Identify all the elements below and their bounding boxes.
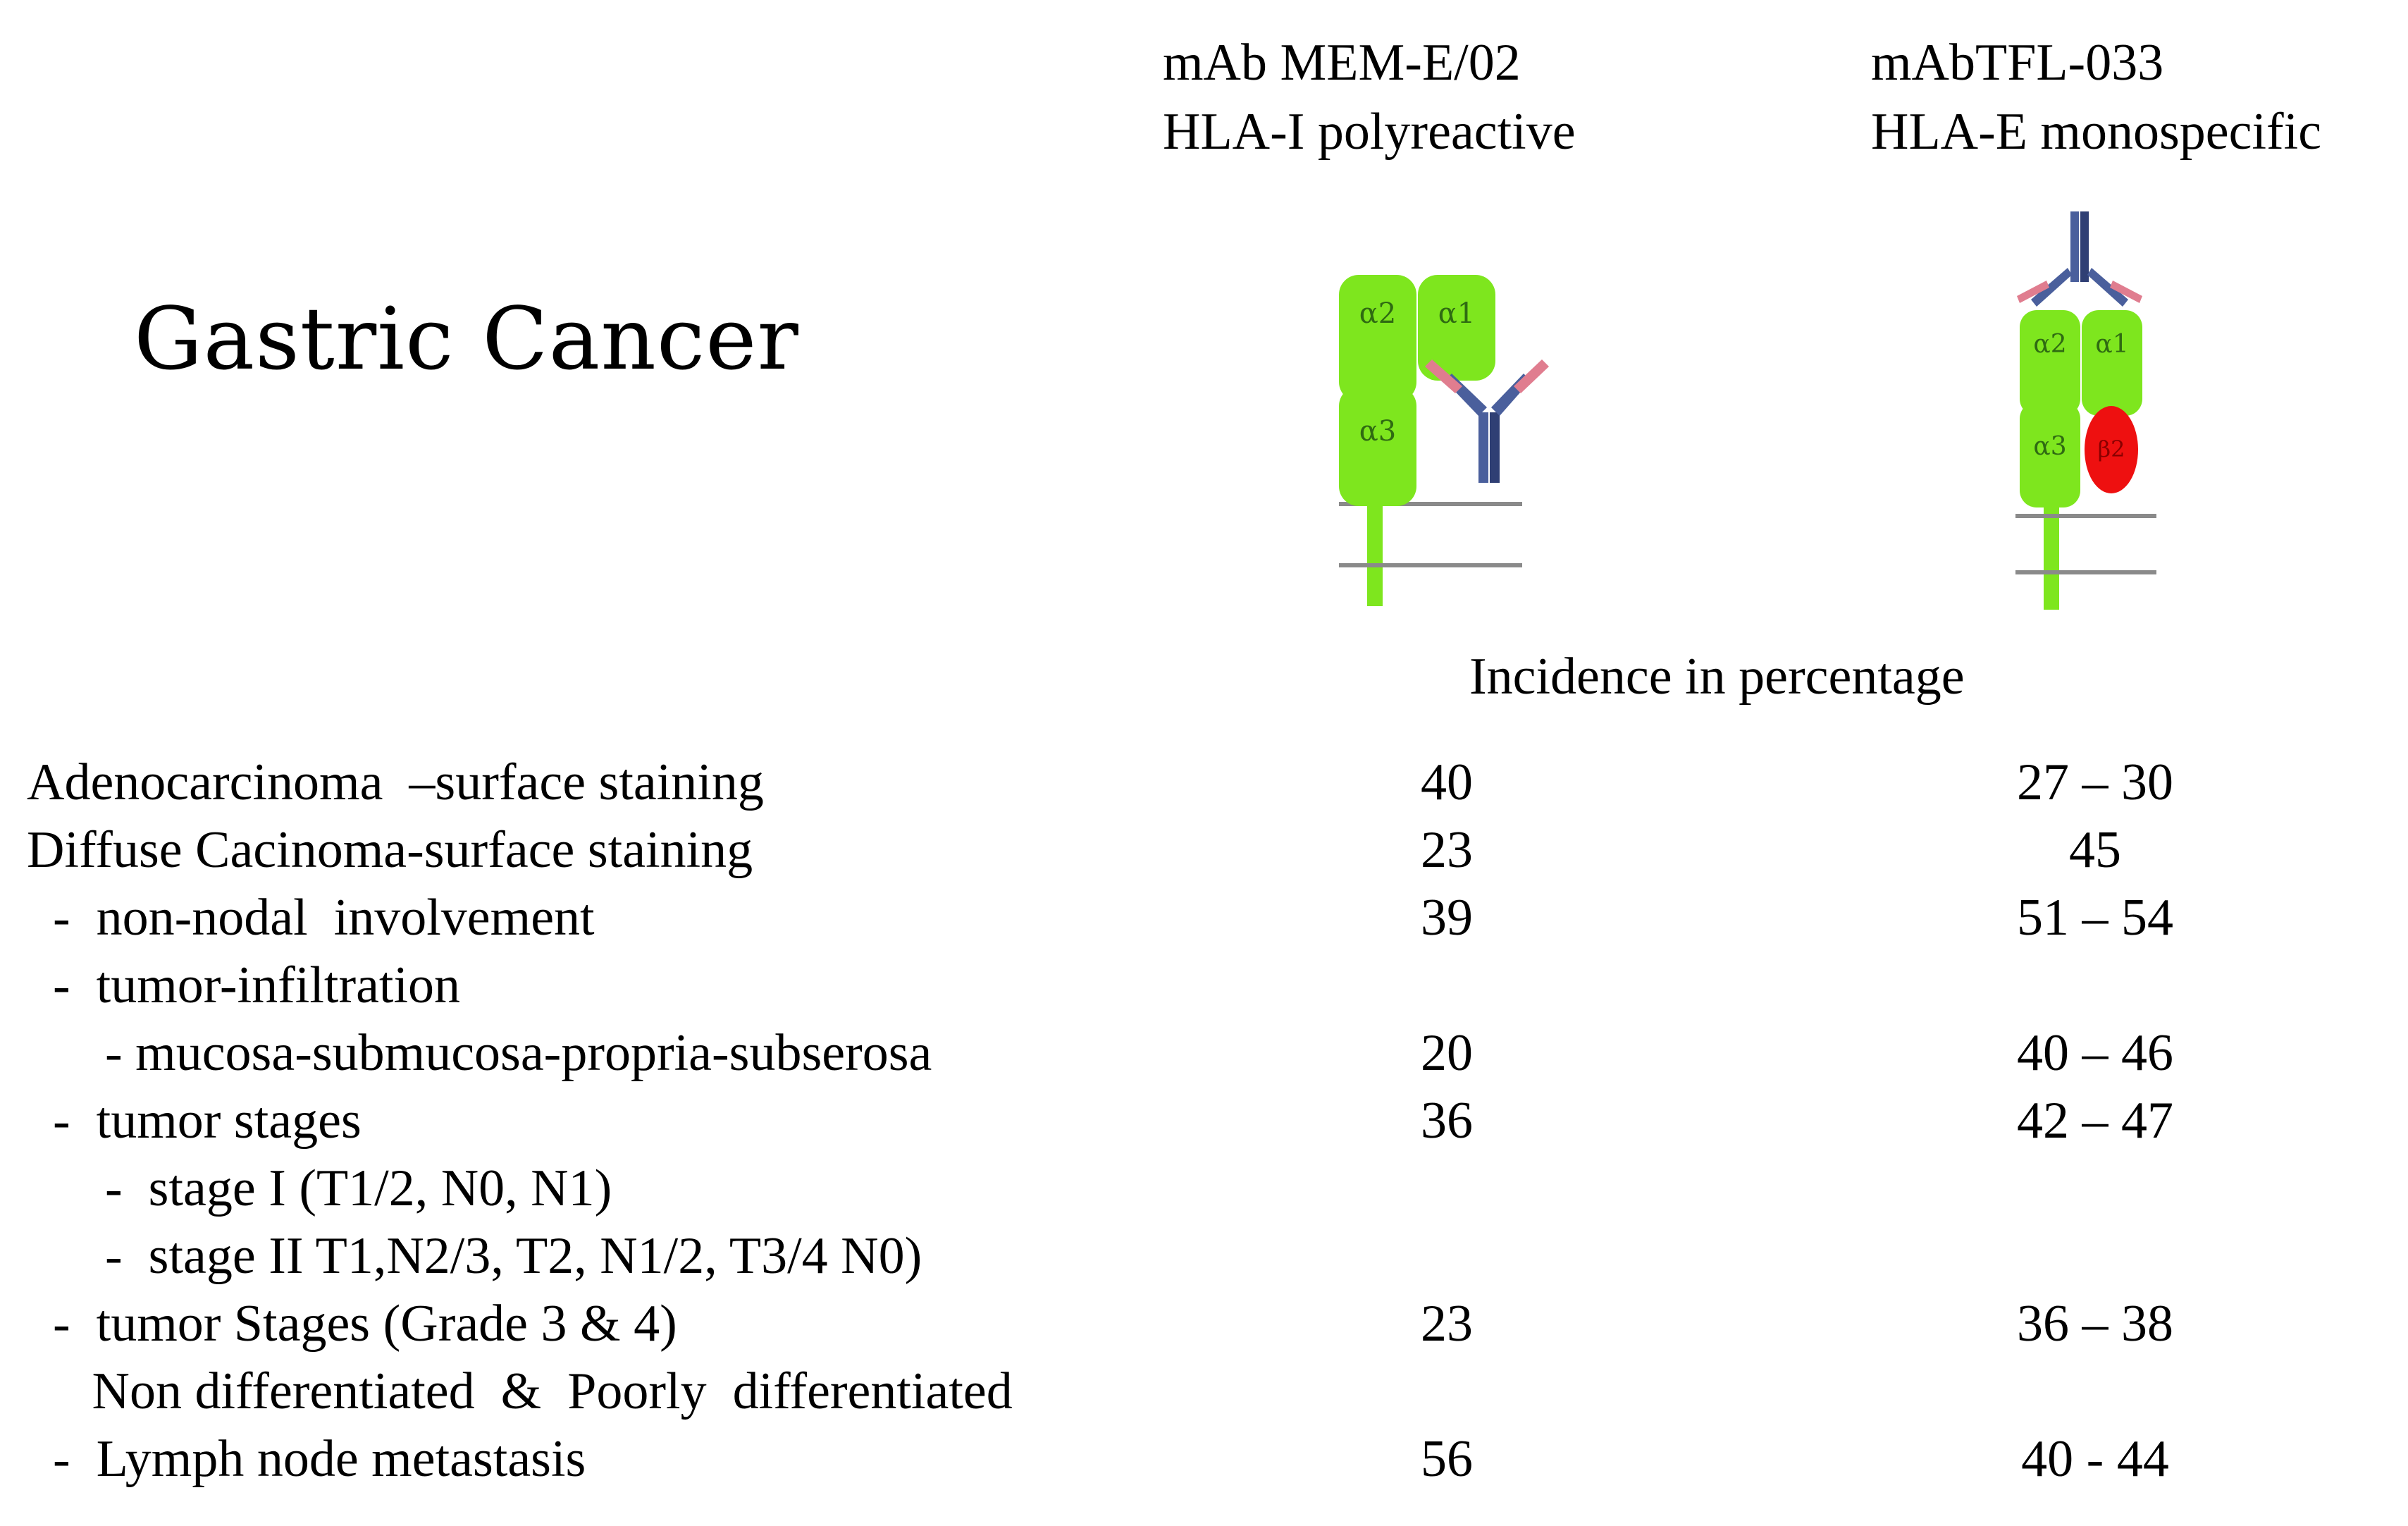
row-label: Adenocarcinoma –surface staining bbox=[27, 753, 764, 811]
alpha3-label: α3 bbox=[1359, 415, 1397, 448]
row-label: - tumor stages bbox=[27, 1092, 362, 1150]
page-title: Gastric Cancer bbox=[134, 289, 799, 389]
tfl033-value: 27 – 30 bbox=[2017, 753, 2173, 811]
row-label: Non differentiated & Poorly differentiated bbox=[27, 1362, 1013, 1420]
alpha1-label: α1 bbox=[2095, 330, 2129, 359]
antibody-icon bbox=[1425, 359, 1549, 483]
tfl033-value: 45 bbox=[2069, 821, 2121, 879]
row-label: - stage II T1,N2/3, T2, N1/2, T3/4 N0) bbox=[27, 1227, 922, 1285]
hla-i-polyreactive-diagram bbox=[1339, 261, 1593, 613]
column-header-line2: HLA-E monospecific bbox=[1871, 103, 2322, 161]
alpha1-domain bbox=[2082, 310, 2142, 416]
antibody-icon bbox=[2017, 211, 2142, 307]
alpha3-label: α3 bbox=[2033, 432, 2067, 461]
incidence-header: Incidence in percentage bbox=[1469, 648, 1965, 706]
table-row bbox=[27, 1358, 2352, 1425]
hla-e-monospecific-diagram bbox=[2015, 204, 2269, 613]
mem-e02-value: 36 bbox=[1421, 1092, 1473, 1150]
alpha2-label: α2 bbox=[2033, 330, 2067, 359]
table-row bbox=[27, 952, 2352, 1019]
table-row bbox=[27, 1222, 2352, 1290]
tfl033-value: 36 – 38 bbox=[2017, 1295, 2173, 1353]
beta2-label: β2 bbox=[2097, 436, 2125, 462]
row-label: - Lymph node metastasis bbox=[27, 1430, 586, 1488]
column-header-line1: mAb MEM-E/02 bbox=[1163, 34, 1521, 92]
alpha2-label: α2 bbox=[1359, 297, 1397, 330]
alpha2-domain bbox=[1339, 275, 1416, 402]
alpha1-label: α1 bbox=[1438, 297, 1476, 330]
mem-e02-value: 56 bbox=[1421, 1430, 1473, 1488]
column-header-line1: mAbTFL-033 bbox=[1871, 34, 2164, 92]
tfl033-value: 40 – 46 bbox=[2017, 1024, 2173, 1082]
row-label: - tumor Stages (Grade 3 & 4) bbox=[27, 1295, 677, 1353]
tfl033-value: 42 – 47 bbox=[2017, 1092, 2173, 1150]
table-row bbox=[27, 1290, 2352, 1358]
row-label: - stage I (T1/2, N0, N1) bbox=[27, 1159, 612, 1217]
transmembrane-stalk bbox=[1367, 500, 1383, 606]
incidence-table bbox=[27, 749, 2352, 1493]
mem-e02-value: 23 bbox=[1421, 821, 1473, 879]
table-row bbox=[27, 816, 2352, 884]
table-row bbox=[27, 1019, 2352, 1087]
row-label: - tumor-infiltration bbox=[27, 956, 461, 1014]
row-label: - mucosa-submucosa-propria-subserosa bbox=[27, 1024, 932, 1082]
tfl033-value: 40 - 44 bbox=[2021, 1430, 2169, 1488]
tfl033-value: 51 – 54 bbox=[2017, 889, 2173, 947]
mem-e02-value: 39 bbox=[1421, 889, 1473, 947]
column-header-tfl033 bbox=[1871, 28, 2321, 166]
alpha2-domain bbox=[2020, 310, 2080, 416]
mem-e02-value: 20 bbox=[1421, 1024, 1473, 1082]
table-row bbox=[27, 884, 2352, 952]
table-row bbox=[27, 1155, 2352, 1222]
table-row bbox=[27, 749, 2352, 816]
table-row bbox=[27, 1425, 2352, 1493]
column-header-mem-e02 bbox=[1163, 28, 1576, 166]
mem-e02-value: 40 bbox=[1421, 753, 1473, 811]
table-row bbox=[27, 1087, 2352, 1155]
row-label: Diffuse Cacinoma-surface staining bbox=[27, 821, 753, 879]
column-header-line2: HLA-I polyreactive bbox=[1163, 103, 1576, 161]
row-label: - non-nodal involvement bbox=[27, 889, 595, 947]
mem-e02-value: 23 bbox=[1421, 1295, 1473, 1353]
